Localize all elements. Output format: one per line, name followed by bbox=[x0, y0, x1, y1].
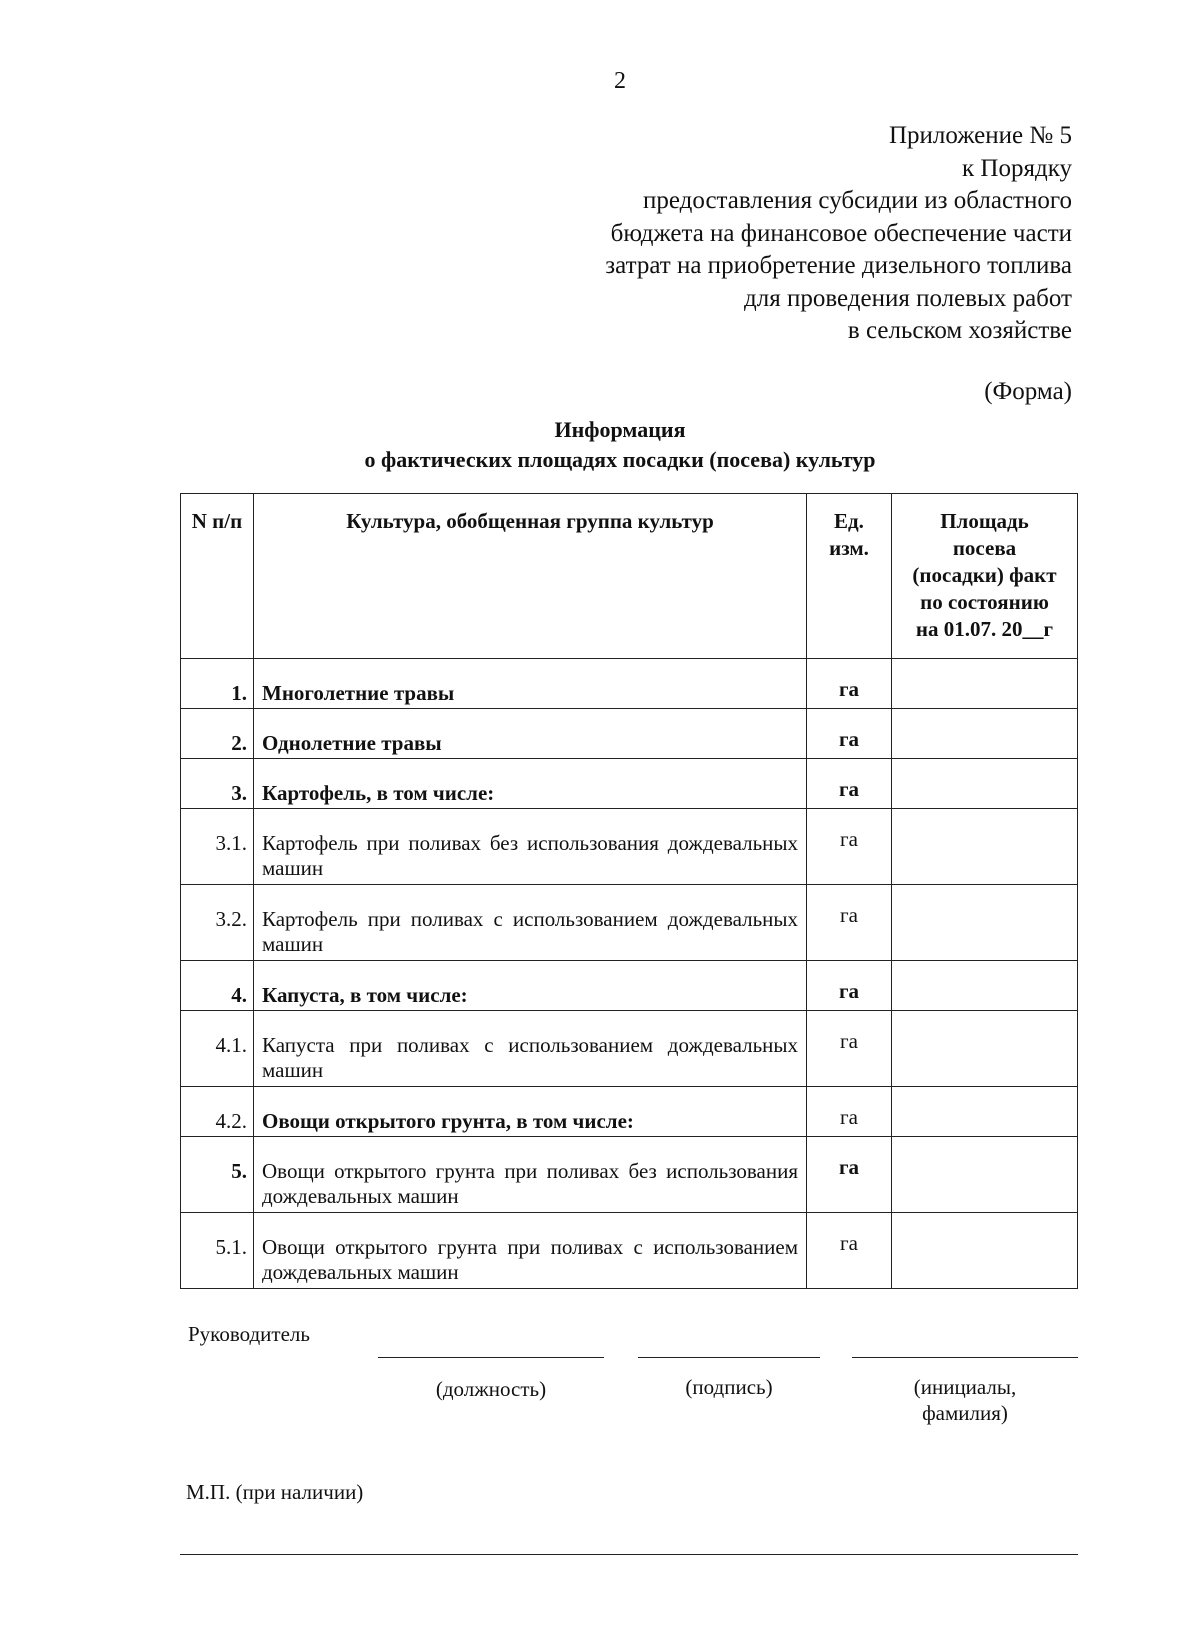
row-num: 3.2. bbox=[181, 885, 254, 961]
form-label: (Форма) bbox=[984, 378, 1072, 405]
row-value-cell[interactable] bbox=[892, 961, 1078, 1011]
header-area-line: Площадь bbox=[940, 509, 1029, 533]
row-unit: га bbox=[807, 1213, 892, 1289]
row-name: Однолетние травы bbox=[254, 709, 807, 759]
header-unit-line: Ед. bbox=[834, 509, 864, 533]
table-row bbox=[181, 961, 1078, 1011]
table-row bbox=[181, 759, 1078, 809]
row-num: 2. bbox=[181, 709, 254, 759]
row-name: Картофель при поливах с использованием дождевальных машин bbox=[254, 885, 807, 961]
row-name: Картофель при поливах без использования дождевальных машин bbox=[254, 809, 807, 885]
header-area bbox=[892, 494, 1078, 659]
row-value-cell[interactable] bbox=[892, 1087, 1078, 1137]
signature-caption: (подпись) bbox=[685, 1375, 773, 1399]
row-value-cell[interactable] bbox=[892, 759, 1078, 809]
row-value-cell[interactable] bbox=[892, 1011, 1078, 1087]
row-num: 4.1. bbox=[181, 1011, 254, 1087]
row-num: 4. bbox=[181, 961, 254, 1011]
row-value-cell[interactable] bbox=[892, 1213, 1078, 1289]
crop-area-table bbox=[180, 493, 1078, 1289]
row-unit: га bbox=[807, 1011, 892, 1087]
table-row bbox=[181, 1011, 1078, 1087]
row-name: Капуста при поливах с использованием дождевальных машин bbox=[254, 1011, 807, 1087]
row-value-cell[interactable] bbox=[892, 885, 1078, 961]
bottom-rule bbox=[180, 1554, 1078, 1555]
row-name: Капуста, в том числе: bbox=[254, 961, 807, 1011]
title-line-2: о фактических площадях посадки (посева) культур bbox=[364, 447, 876, 472]
appendix-line: предоставления субсидии из областного bbox=[642, 187, 1072, 214]
row-num: 5. bbox=[181, 1137, 254, 1213]
title-line-1: Информация bbox=[554, 417, 686, 442]
signature-line[interactable] bbox=[638, 1357, 820, 1358]
table-row bbox=[181, 659, 1078, 709]
page-number: 2 bbox=[614, 68, 626, 94]
row-num: 3. bbox=[181, 759, 254, 809]
row-name: Овощи открытого грунта, в том числе: bbox=[254, 1087, 807, 1137]
row-value-cell[interactable] bbox=[892, 709, 1078, 759]
table-row bbox=[181, 885, 1078, 961]
row-name: Многолетние травы bbox=[254, 659, 807, 709]
row-num: 5.1. bbox=[181, 1213, 254, 1289]
initials-caption-line: фамилия) bbox=[922, 1401, 1008, 1425]
header-unit bbox=[807, 494, 892, 659]
stamp-label: М.П. (при наличии) bbox=[186, 1480, 364, 1504]
appendix-line: Приложение № 5 bbox=[888, 122, 1072, 149]
header-name: Культура, обобщенная группа культур bbox=[254, 494, 807, 659]
header-area-line: на 01.07. 20__г bbox=[915, 617, 1054, 641]
row-unit: га bbox=[807, 659, 892, 709]
position-caption: (должность) bbox=[435, 1377, 547, 1401]
row-unit: га bbox=[807, 961, 892, 1011]
row-unit: га bbox=[807, 809, 892, 885]
appendix-header bbox=[512, 120, 1072, 348]
table-header-row bbox=[181, 494, 1078, 659]
row-unit: га bbox=[807, 885, 892, 961]
row-value-cell[interactable] bbox=[892, 809, 1078, 885]
header-unit-line: изм. bbox=[829, 536, 869, 560]
header-area-line: (посадки) факт bbox=[912, 563, 1057, 587]
document-title bbox=[0, 415, 1200, 475]
table-row bbox=[181, 809, 1078, 885]
appendix-line: затрат на приобретение дизельного топлива bbox=[605, 252, 1072, 279]
table-row bbox=[181, 1213, 1078, 1289]
position-line[interactable] bbox=[378, 1357, 604, 1358]
initials-line[interactable] bbox=[852, 1357, 1078, 1358]
row-num: 1. bbox=[181, 659, 254, 709]
row-unit: га bbox=[807, 759, 892, 809]
row-num: 4.2. bbox=[181, 1087, 254, 1137]
initials-caption-line: (инициалы, bbox=[913, 1375, 1017, 1399]
row-unit: га bbox=[807, 1137, 892, 1213]
initials-caption bbox=[852, 1374, 1078, 1426]
row-unit: га bbox=[807, 1087, 892, 1137]
table-row bbox=[181, 709, 1078, 759]
row-unit: га bbox=[807, 709, 892, 759]
row-name: Овощи открытого грунта при поливах без использования дождевальных машин bbox=[254, 1137, 807, 1213]
row-value-cell[interactable] bbox=[892, 1137, 1078, 1213]
header-area-line: по состоянию bbox=[920, 590, 1049, 614]
header-num: N п/п bbox=[181, 494, 254, 659]
row-name: Овощи открытого грунта при поливах с использованием дождевальных машин bbox=[254, 1213, 807, 1289]
table-row bbox=[181, 1137, 1078, 1213]
appendix-line: для проведения полевых работ bbox=[744, 284, 1072, 312]
header-area-line: посева bbox=[952, 536, 1017, 560]
appendix-line: к Порядку bbox=[962, 154, 1072, 182]
row-num: 3.1. bbox=[181, 809, 254, 885]
appendix-line: в сельском хозяйстве bbox=[847, 317, 1072, 344]
table-row bbox=[181, 1087, 1078, 1137]
row-name: Картофель, в том числе: bbox=[254, 759, 807, 809]
head-label: Руководитель bbox=[188, 1322, 310, 1346]
row-value-cell[interactable] bbox=[892, 659, 1078, 709]
appendix-line: бюджета на финансовое обеспечение части bbox=[610, 219, 1072, 247]
